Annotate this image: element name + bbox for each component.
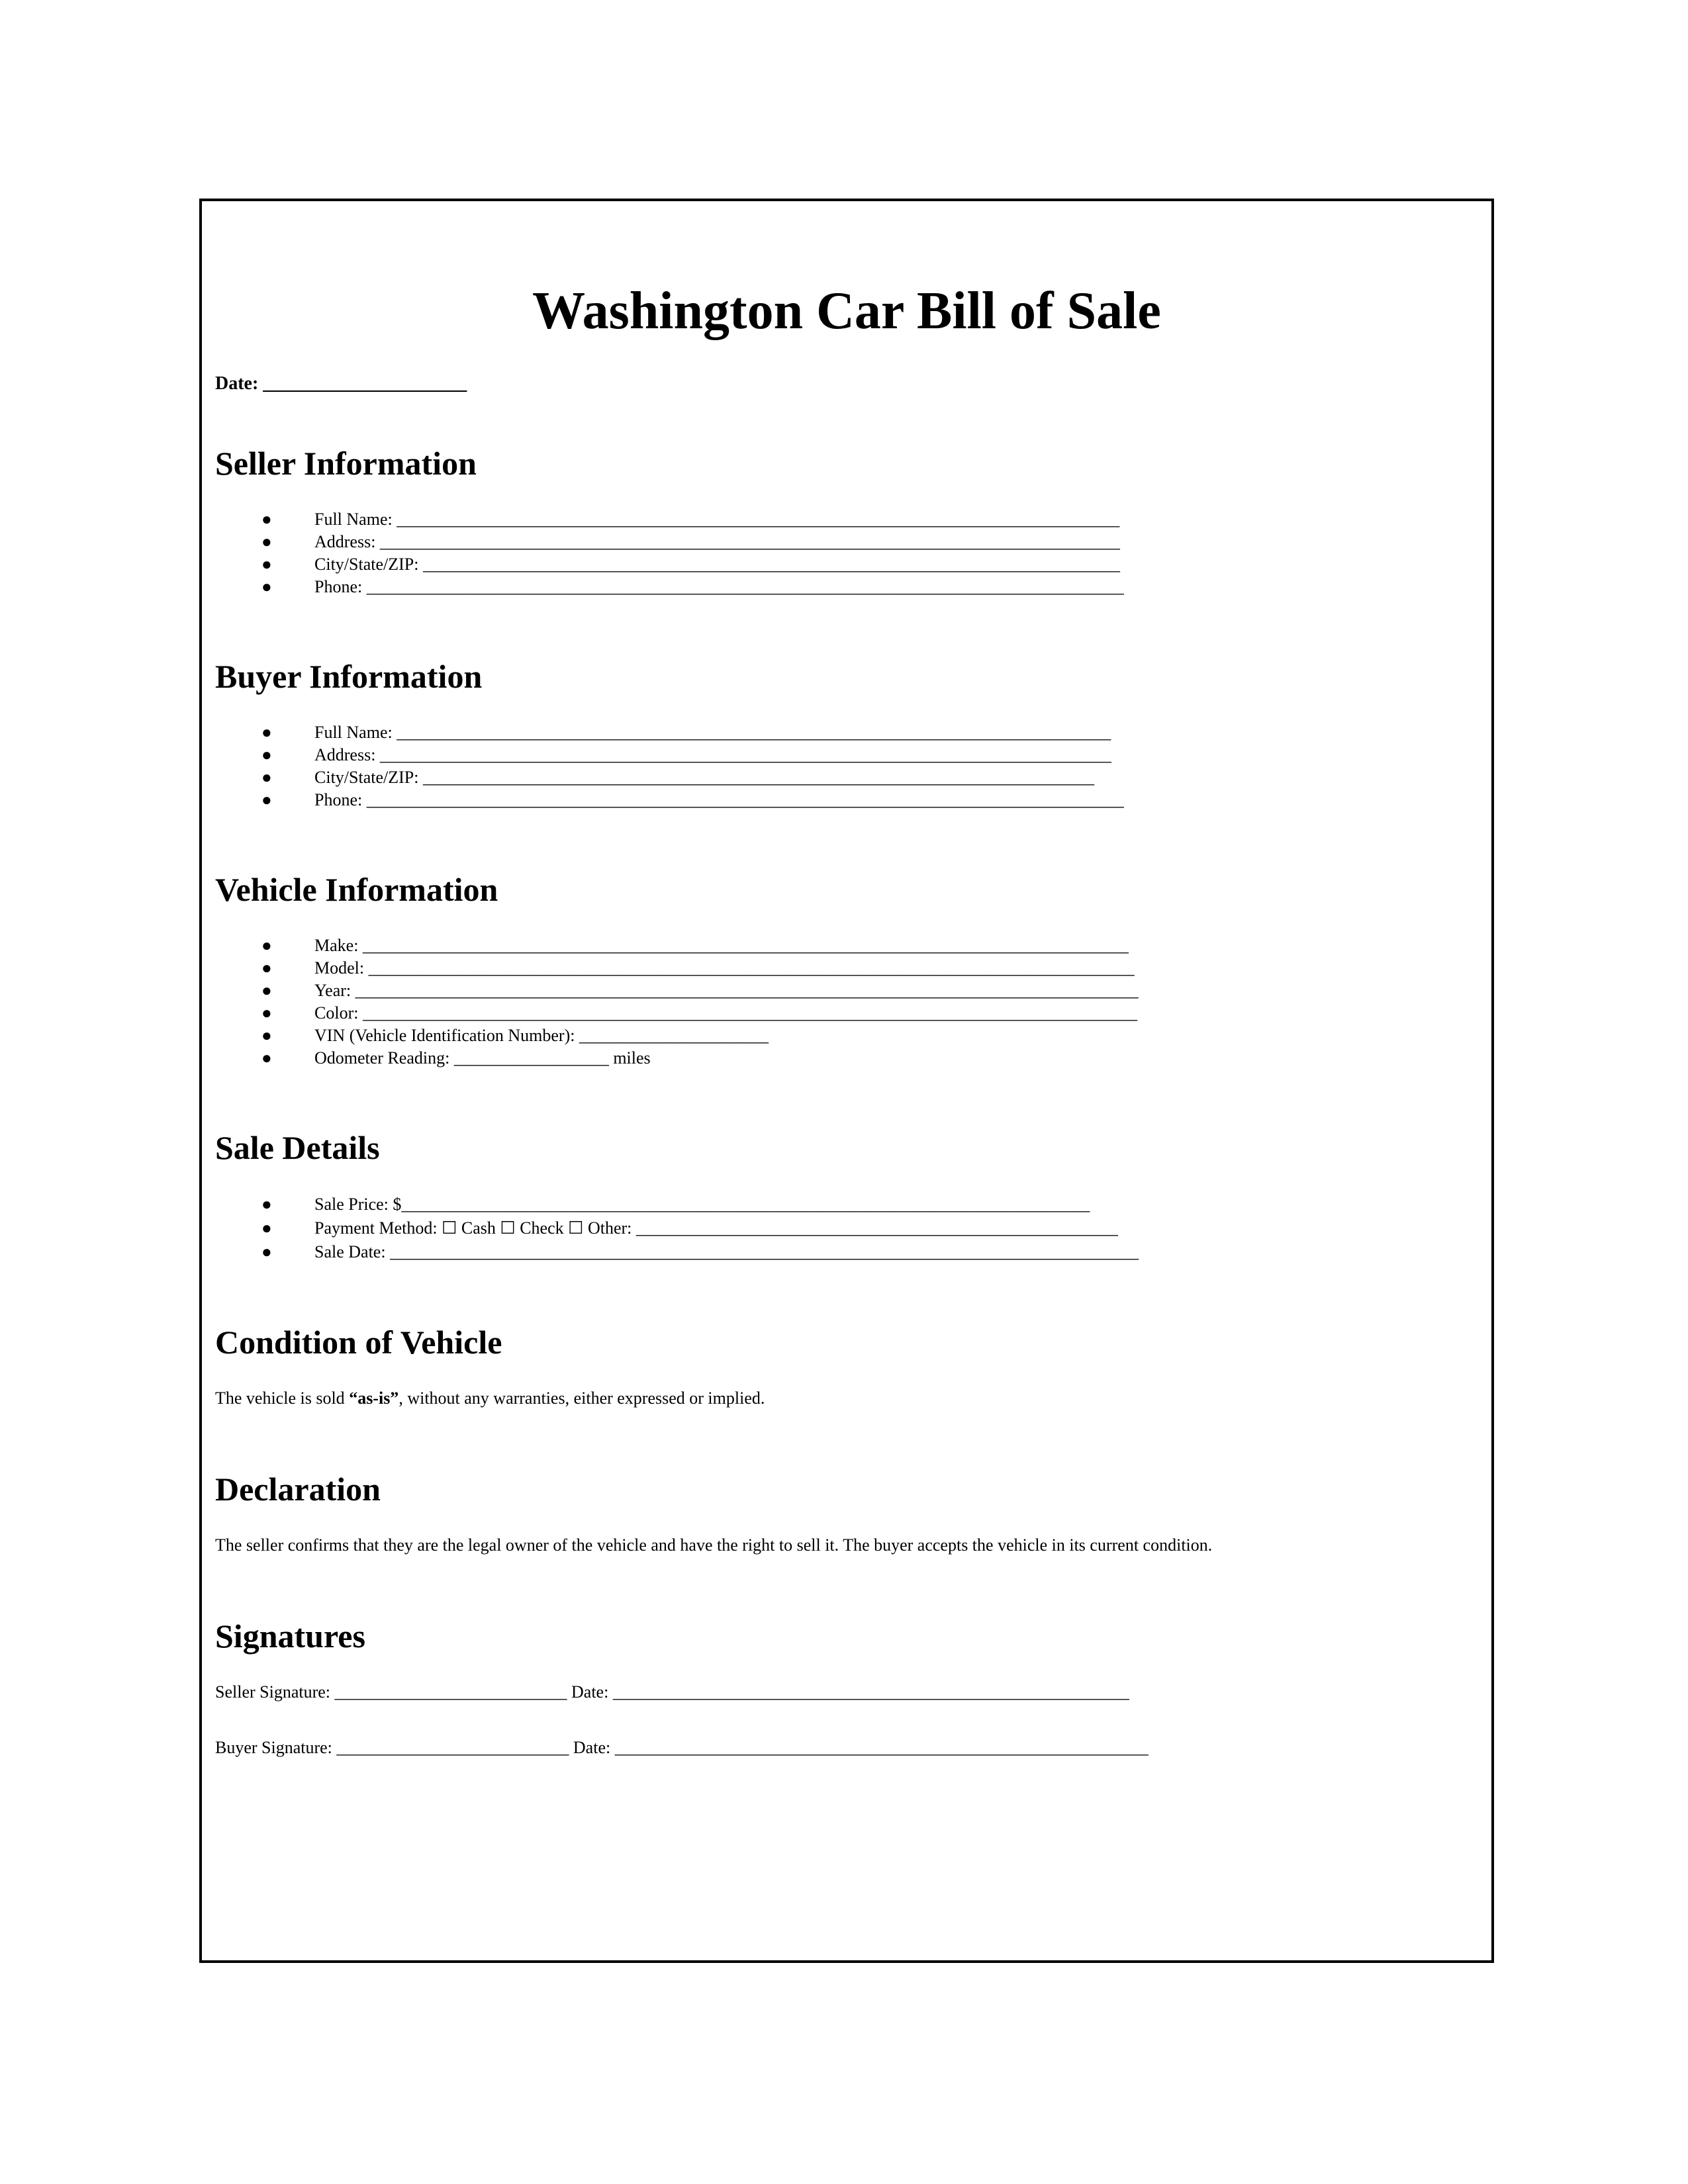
bullet-icon: ● xyxy=(261,790,272,809)
signatures-heading: Signatures xyxy=(215,1617,365,1655)
condition-text: The vehicle is sold “as-is”, without any warranties, either expressed or implied. xyxy=(215,1388,765,1408)
vehicle-odometer-field[interactable]: ● Odometer Reading: __________________ miles xyxy=(215,1047,1139,1069)
sale-price-field[interactable]: ● Sale Price: $________________________________________________________________________________ xyxy=(215,1193,1139,1216)
buyer-city-state-zip-field[interactable]: ● City/State/ZIP: ______________________________________________________________________________ xyxy=(215,766,1124,789)
bullet-icon: ● xyxy=(261,1026,272,1045)
bullet-icon: ● xyxy=(261,1218,272,1238)
declaration-section xyxy=(215,1471,1478,1555)
vehicle-color-field[interactable]: ● Color: __________________________________________________________________________________________ xyxy=(215,1002,1139,1024)
as-is-emphasis: “as-is” xyxy=(349,1388,399,1408)
bullet-icon: ● xyxy=(261,936,272,955)
condition-heading: Condition of Vehicle xyxy=(215,1324,502,1361)
document-title: Washington Car Bill of Sale xyxy=(532,282,1161,340)
seller-heading: Seller Information xyxy=(215,445,477,482)
signatures-section xyxy=(215,1617,1478,1757)
bullet-icon: ● xyxy=(261,745,272,764)
date-field[interactable]: Date: ______________________ xyxy=(215,373,467,394)
bullet-icon: ● xyxy=(261,1003,272,1023)
seller-section xyxy=(215,445,1478,596)
vehicle-make-field[interactable]: ● Make: _________________________________________________________________________________________ xyxy=(215,934,1139,957)
buyer-address-field[interactable]: ● Address: _____________________________________________________________________________________ xyxy=(215,744,1124,766)
buyer-full-name-field[interactable]: ● Full Name: ___________________________________________________________________________________ xyxy=(215,721,1124,744)
sale-heading: Sale Details xyxy=(215,1129,380,1166)
seller-city-state-zip-field[interactable]: ● City/State/ZIP: _________________________________________________________________________________ xyxy=(215,553,1124,576)
sale-fields xyxy=(215,1193,1139,1264)
bullet-icon: ● xyxy=(261,532,272,551)
buyer-fields xyxy=(215,721,1124,811)
bullet-icon: ● xyxy=(261,1048,272,1068)
vehicle-section xyxy=(215,871,1478,1068)
bullet-icon: ● xyxy=(261,1242,272,1261)
sale-date-field[interactable]: ● Sale Date: _______________________________________________________________________________________ xyxy=(215,1240,1139,1264)
seller-address-field[interactable]: ● Address: ______________________________________________________________________________________ xyxy=(215,531,1124,553)
declaration-heading: Declaration xyxy=(215,1471,381,1508)
seller-full-name-field[interactable]: ● Full Name: ____________________________________________________________________________________ xyxy=(215,508,1124,531)
buyer-phone-field[interactable]: ● Phone: ________________________________________________________________________________________ xyxy=(215,789,1124,811)
bullet-icon: ● xyxy=(261,958,272,978)
sale-section xyxy=(215,1129,1478,1261)
vehicle-model-field[interactable]: ● Model: _________________________________________________________________________________________ xyxy=(215,957,1139,979)
buyer-heading: Buyer Information xyxy=(215,658,483,695)
seller-signature-line[interactable]: Seller Signature: ___________________________ Date: ____________________________________________________________ xyxy=(215,1682,1129,1702)
vehicle-vin-field[interactable]: ● VIN (Vehicle Identification Number): ______________________ xyxy=(215,1024,1139,1047)
seller-phone-field[interactable]: ● Phone: ________________________________________________________________________________________ xyxy=(215,576,1124,598)
bullet-icon: ● xyxy=(261,555,272,574)
condition-section xyxy=(215,1324,1478,1408)
bullet-icon: ● xyxy=(261,981,272,1000)
seller-fields xyxy=(215,508,1124,598)
bullet-icon: ● xyxy=(261,577,272,596)
vehicle-heading: Vehicle Information xyxy=(215,871,498,908)
vehicle-fields xyxy=(215,934,1139,1069)
payment-method-field[interactable]: ● Payment Method: ☐ Cash ☐ Check ☐ Other: ________________________________________________________ xyxy=(215,1216,1139,1240)
buyer-signature-line[interactable]: Buyer Signature: ___________________________ Date: ______________________________________________________________ xyxy=(215,1738,1149,1757)
bullet-icon: ● xyxy=(261,723,272,742)
declaration-text: The seller confirms that they are the legal owner of the vehicle and have the right to sell it. The buyer accepts the vehicle in its current condition. xyxy=(215,1535,1213,1555)
buyer-section xyxy=(215,658,1478,809)
bullet-icon: ● xyxy=(261,768,272,787)
bullet-icon: ● xyxy=(261,510,272,529)
document-frame xyxy=(199,199,1494,1963)
vehicle-year-field[interactable]: ● Year: ___________________________________________________________________________________________ xyxy=(215,979,1139,1002)
bullet-icon: ● xyxy=(261,1195,272,1214)
